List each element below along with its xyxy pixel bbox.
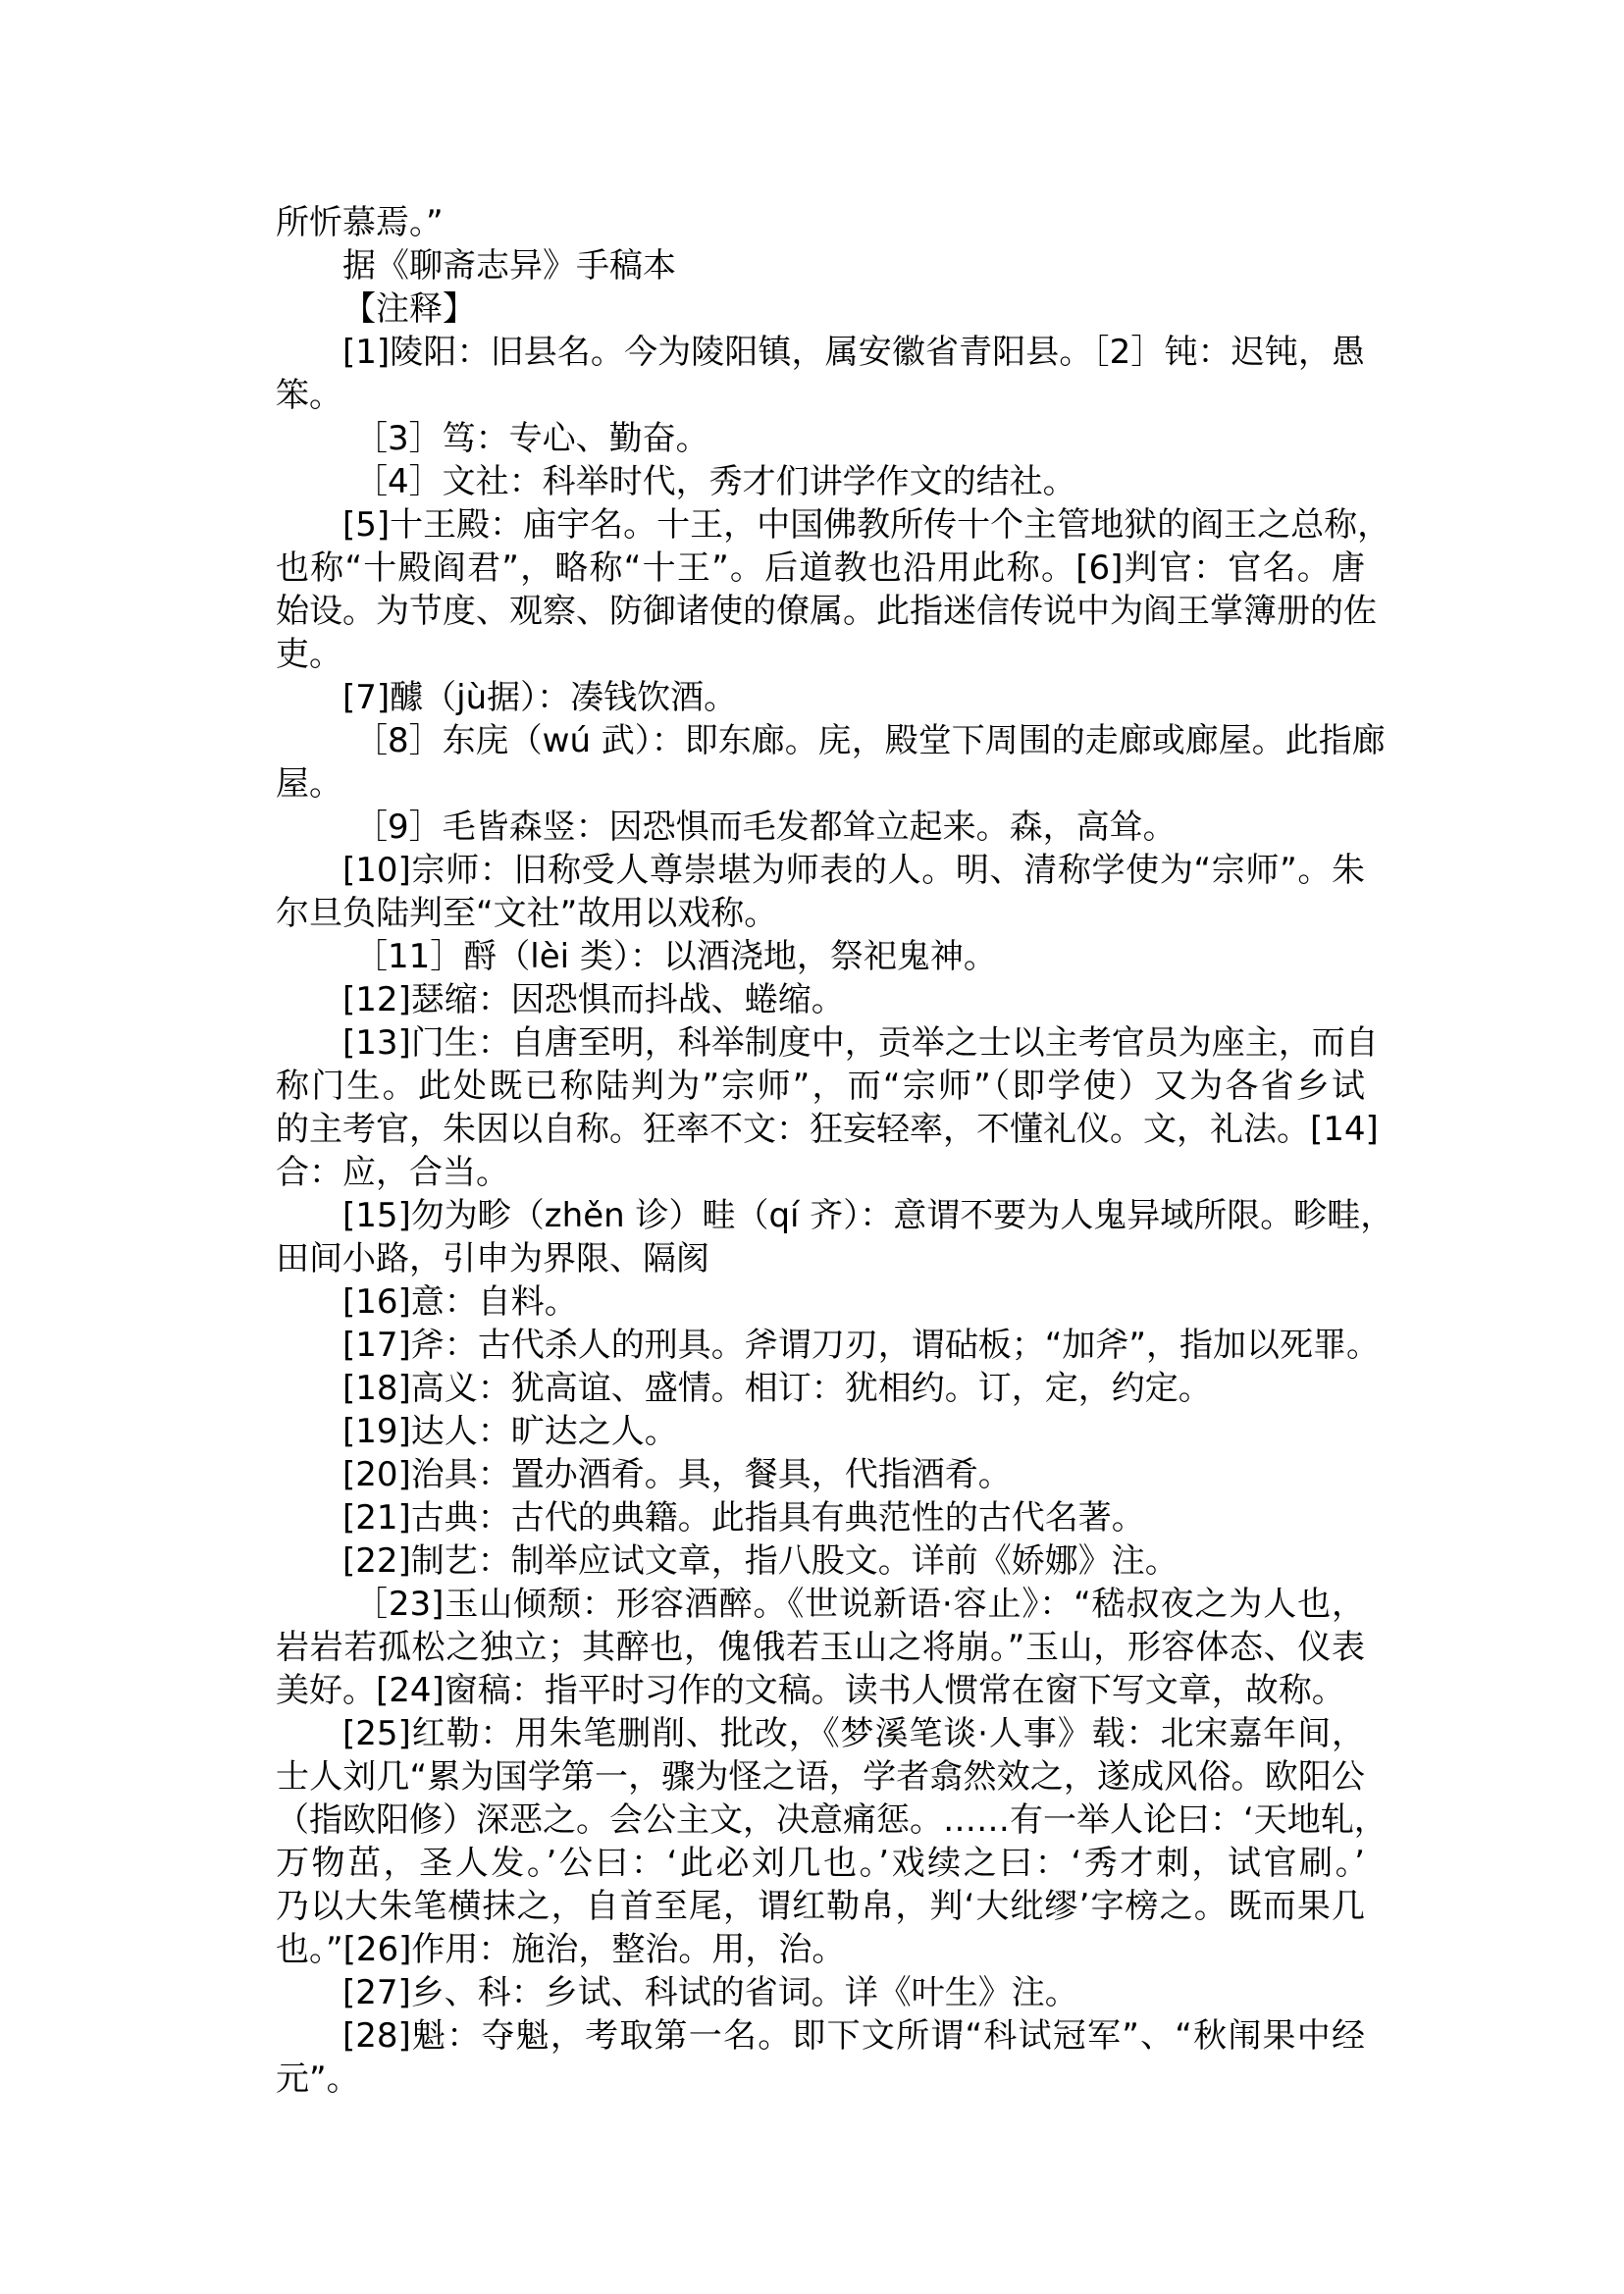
text-line: 合：应，合当。 [276,1153,509,1192]
text-line: 笨。 [276,376,342,415]
text-line: [20]治具：置办酒肴。具，餐具，代指酒肴。 [342,1455,1012,1494]
text-line: 始设。为节度、观察、防御诸使的僚属。此指迷信传说中为阎王掌簿册的佐 [276,592,1377,631]
text-line: ［9］毛皆森竖：因恐惧而毛发都耸立起来。森，高耸。 [354,808,1177,847]
text-line: [13]门生：自唐至明，科举制度中，贡举之士以主考官员为座主，而自 [342,1023,1379,1063]
text-line: ［3］笃：专心、勤奋。 [354,419,709,458]
text-line: 的主考官，朱因以自称。狂率不文：狂妄轻率，不懂礼仪。文，礼法。[14] [276,1110,1379,1149]
document-page [276,201,1394,2101]
text-line: 据《聊斋志异》手稿本 [342,246,676,286]
text-line: ［4］文社：科举时代，秀才们讲学作文的结社。 [354,462,1076,501]
text-line: [27]乡、科：乡试、科试的省词。详《叶生》注。 [342,1973,1078,2012]
text-line: 田间小路，引申为界限、隔阂 [276,1239,709,1278]
text-line: 岩岩若孤松之独立；其醉也，傀俄若玉山之将崩。”玉山，形容体态、仪表 [276,1628,1365,1667]
text-line: [16]意：自料。 [342,1282,578,1322]
text-line: [21]古典：古代的典籍。此指具有典范性的古代名著。 [342,1498,1145,1538]
text-line: 也称“十殿阎君”，略称“十王”。后道教也沿用此称。[6]判官：官名。唐 [276,548,1365,588]
text-line: 【注释】 [342,289,476,329]
text-line: 所忻慕焉。” [276,203,444,242]
text-line: [18]高义：犹高谊、盛情。相订：犹相约。订，定，约定。 [342,1369,1212,1408]
text-line: [22]制艺：制举应试文章，指八股文。详前《娇娜》注。 [342,1541,1179,1581]
text-line: [15]勿为畛（zhěn 诊）畦（qí 齐）：意谓不要为人鬼异域所限。畛畦， [342,1196,1394,1235]
text-line: ［8］东庑（wú 武）：即东廊。庑，殿堂下周围的走廊或廊屋。此指廊 [354,721,1386,760]
text-line: [28]魁：夺魁，考取第一名。即下文所谓“科试冠军”、“秋闱果中经 [342,2016,1365,2056]
text-line: [7]醵（jù据）：凑钱饮酒。 [342,678,738,717]
text-line: 士人刘几“累为国学第一，骤为怪之语，学者翕然效之，遂成风俗。欧阳公 [276,1757,1365,1797]
text-line: 吏。 [276,635,342,674]
text-line: [19]达人：旷达之人。 [342,1412,678,1451]
text-line: [17]斧：古代杀人的刑具。斧谓刀刃，谓砧板；“加斧”，指加以死罪。 [342,1326,1381,1365]
text-line: （指欧阳修）深恶之。会公主文，决意痛惩。……有一举人论曰：‘天地轧， [276,1800,1388,1840]
text-line: 尔旦负陆判至“文社”故用以戏称。 [276,894,778,933]
text-line: 屋。 [276,764,342,804]
text-line: 称门生。此处既已称陆判为”宗师”，而“宗师”（即学使）又为各省乡试 [276,1067,1365,1106]
text-line: 美好。[24]窗稿：指平时习作的文稿。读书人惯常在窗下写文章，故称。 [276,1671,1345,1710]
text-line: 元”。 [276,2059,360,2099]
text-line: 乃以大朱笔横抹之，自首至尾，谓红勒帛，判‘大纰缪’字榜之。既而果几 [276,1887,1365,1926]
text-line: [10]宗师：旧称受人尊崇堪为师表的人。明、清称学使为“宗师”。朱 [342,851,1365,890]
text-line: [5]十王殿：庙宇名。十王，中国佛教所传十个主管地狱的阎王之总称， [342,505,1391,545]
text-line: [1]陵阳：旧县名。今为陵阳镇，属安徽省青阳县。［2］钝：迟钝，愚 [342,333,1365,372]
text-line: ［23]玉山倾颓：形容酒醉。《世说新语·容止》：“嵇叔夜之为人也， [354,1585,1365,1624]
text-line: [12]瑟缩：因恐惧而抖战、蜷缩。 [342,980,845,1019]
text-line: 万物茁，圣人发。’公曰：‘此必刘几也。’戏续之曰：‘秀才刺，试官刷。’ [276,1844,1365,1883]
text-line: 也。”[26]作用：施治，整治。用，治。 [276,1930,846,1969]
text-line: ［11］酹（lèi 类）：以酒浇地，祭祀鬼神。 [354,937,997,976]
text-line: [25]红勒：用朱笔删削、批改，《梦溪笔谈·人事》载：北宋嘉年间， [342,1714,1365,1753]
